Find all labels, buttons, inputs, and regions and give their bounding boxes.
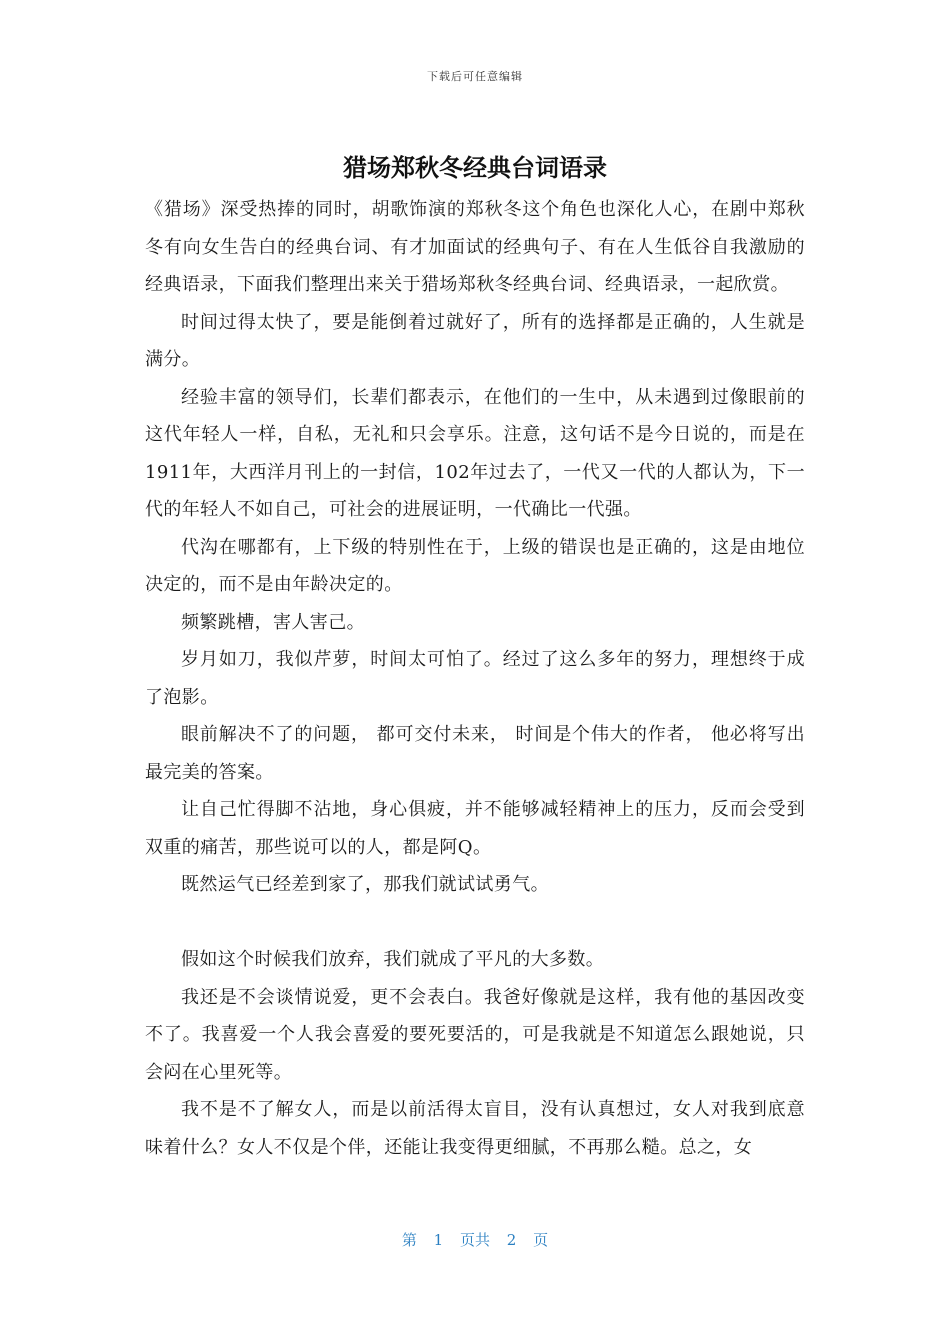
page-footer	[0, 1229, 950, 1250]
paragraph: 经验丰富的领导们，长辈们都表示，在他们的一生中，从未遇到过像眼前的这代年轻人一样，自私，无礼和只会享乐。注意，这句话不是今日说的，而是在1911年，大西洋月刊上的一封信，102年过去了，一代又一代的人都认为，下一代的年轻人不如自己，可社会的进展证明，一代确比一代强。	[145, 386, 805, 520]
paragraph: 时间过得太快了，要是能倒着过就好了，所有的选择都是正确的，人生就是满分。	[145, 311, 805, 370]
paragraph: 我不是不了解女人，而是以前活得太盲目，没有认真想过，女人对我到底意味着什么？女人不仅是个伴，还能让我变得更细腻，不再那么糙。总之，女	[145, 1099, 805, 1158]
paragraph: 频繁跳槽，害人害己。	[181, 611, 365, 633]
paragraph: 让自己忙得脚不沾地，身心俱疲，并不能够减轻精神上的压力，反而会受到双重的痛苦，那些说可以的人，都是阿Q。	[145, 799, 805, 858]
page-label-suffix: 页	[533, 1231, 549, 1249]
paragraph: 眼前解决不了的问题， 都可交付未来， 时间是个伟大的作者， 他必将写出最完美的答案。	[145, 724, 805, 783]
blank-line	[145, 904, 805, 942]
page-label-prefix: 第	[401, 1231, 417, 1249]
document-body	[145, 191, 805, 1166]
paragraph: 既然运气已经差到家了，那我们就试试勇气。	[181, 874, 549, 895]
paragraph: 岁月如刀，我似芹萝，时间太可怕了。经过了这么多年的努力，理想终于成了泡影。	[145, 649, 805, 708]
header-note: 下载后可任意编辑	[427, 70, 523, 83]
paragraph: 代沟在哪都有，上下级的特别性在于，上级的错误也是正确的，这是由地位决定的，而不是由年龄决定的。	[145, 536, 805, 595]
total-pages-number: 2	[506, 1231, 517, 1249]
document-title: 猎场郑秋冬经典台词语录	[343, 154, 607, 182]
paragraph: 我还是不会谈情说爱，更不会表白。我爸好像就是这样，我有他的基因改变不了。我喜爱一个人我会喜爱的要死要活的，可是我就是不知道怎么跟她说，只会闷在心里死等。	[145, 986, 805, 1083]
current-page-number: 1	[433, 1231, 444, 1249]
page-label-mid: 页共	[459, 1231, 490, 1249]
paragraph: 假如这个时候我们放弃，我们就成了平凡的大多数。	[181, 949, 605, 970]
paragraph-intro: 《猎场》深受热捧的同时，胡歌饰演的郑秋冬这个角色也深化人心，在剧中郑秋冬有向女生告白的经典台词、有才加面试的经典句子、有在人生低谷自我激励的经典语录，下面我们整理出来关于猎场郑秋冬经典台词、经典语录，一起欣赏。	[145, 199, 805, 295]
